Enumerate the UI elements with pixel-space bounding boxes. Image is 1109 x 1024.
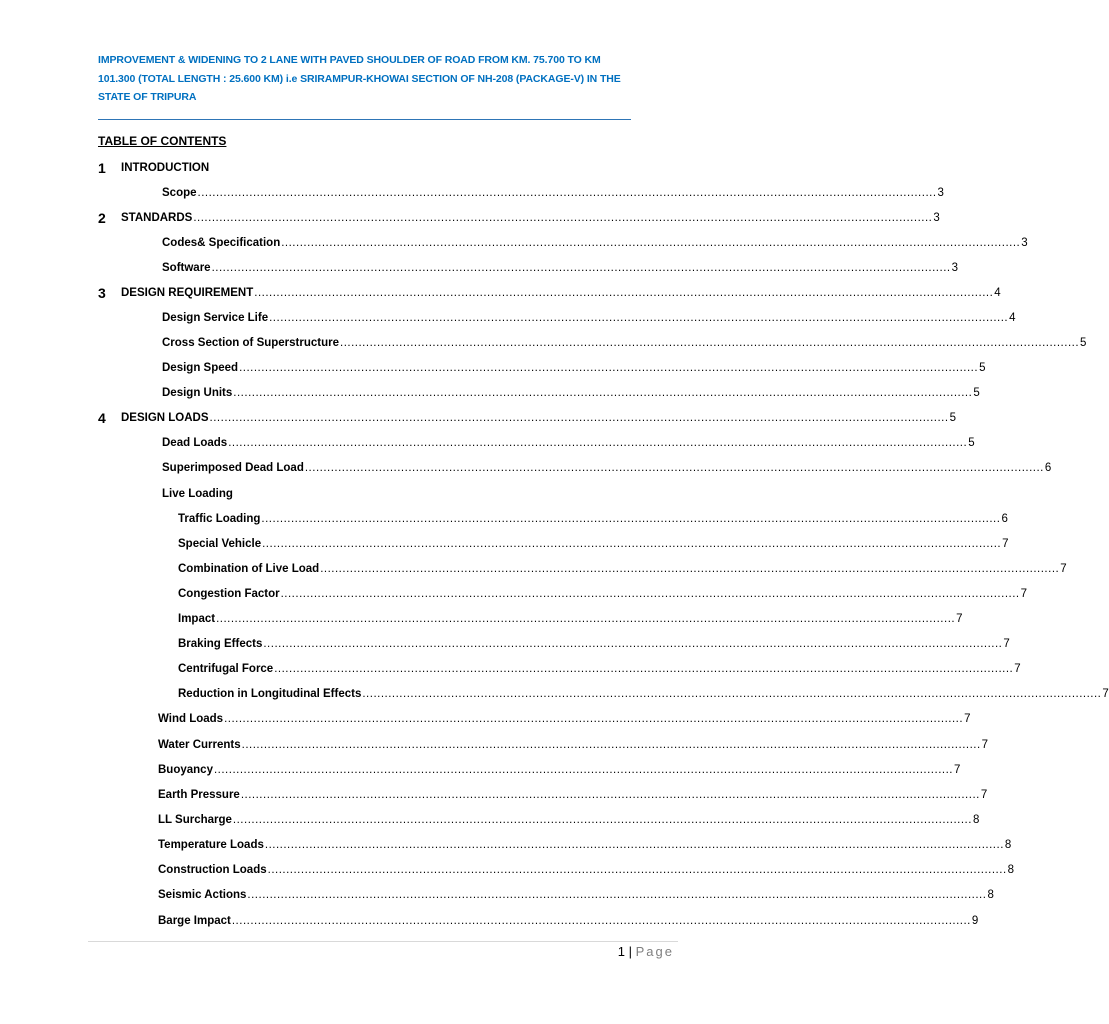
toc-entry-page: 4 — [994, 287, 1001, 299]
toc-entry-page: 5 — [1080, 337, 1087, 349]
toc-entry-label: Impact — [178, 613, 216, 625]
toc-leader-dots: ........................................................................................................................................................................................................ — [263, 638, 1003, 650]
toc-entry[interactable] — [162, 434, 975, 452]
toc-entry-label: Cross Section of Superstructure — [162, 337, 340, 349]
toc-leader-dots: ........................................................................................................................................................................................................ — [261, 513, 1001, 525]
toc-entry[interactable] — [121, 284, 1001, 302]
header-divider — [98, 119, 631, 120]
page-footer — [618, 944, 674, 959]
toc-leader-dots: ........................................................................................................................................................................................................ — [280, 588, 1020, 600]
toc-entry-page: 7 — [1002, 538, 1009, 550]
toc-entry-label: Design Units — [162, 387, 233, 399]
toc-entry-page: 7 — [1060, 563, 1067, 575]
toc-entry-page: 7 — [953, 764, 961, 776]
toc-entry-label: Codes& Specification — [162, 237, 281, 249]
toc-entry[interactable] — [158, 811, 980, 829]
toc-entry[interactable] — [121, 209, 940, 227]
toc-leader-dots: ........................................................................................................................................................................................................ — [267, 864, 1007, 876]
toc-entry[interactable] — [162, 259, 958, 277]
toc-entry[interactable] — [178, 560, 1067, 578]
toc-entry[interactable] — [158, 912, 979, 930]
toc-entry[interactable] — [158, 836, 1012, 854]
toc-entry-page: 8 — [987, 889, 994, 901]
toc-entry[interactable] — [158, 786, 988, 804]
toc-entry-page: 3 — [933, 212, 940, 224]
toc-leader-dots: ........................................................................................................................................................................................................ — [239, 362, 979, 374]
toc-entry[interactable] — [178, 535, 1009, 553]
toc-entry[interactable] — [121, 409, 956, 427]
toc-entry[interactable] — [162, 359, 986, 377]
toc-leader-dots: ........................................................................................................................................................................................................ — [320, 563, 1060, 575]
toc-entry[interactable] — [162, 485, 660, 503]
toc-entry-label: Live Loading — [162, 488, 233, 500]
toc-leader-dots: ........................................................................................................................................................................................................ — [213, 764, 953, 776]
toc-entry-page: 5 — [979, 362, 986, 374]
toc-entry[interactable] — [162, 459, 1052, 477]
toc-section-number: 4 — [98, 410, 106, 426]
toc-entry-page: 3 — [1021, 237, 1028, 249]
toc-leader-dots: ........................................................................................................................................................................................................ — [269, 312, 1009, 324]
toc-entry-label: Software — [162, 262, 211, 274]
toc-leader-dots: ........................................................................................................................................................................................................ — [216, 613, 956, 625]
toc-entry-label: INTRODUCTION — [121, 162, 210, 174]
toc-entry-page: 8 — [1004, 839, 1012, 851]
toc-entry[interactable] — [158, 710, 971, 728]
toc-entry-page: 7 — [980, 789, 988, 801]
toc-leader-dots: ........................................................................................................................................................................................................ — [193, 212, 933, 224]
toc-entry-label: LL Surcharge — [158, 814, 232, 826]
footer-divider — [88, 941, 678, 942]
toc-entry-page: 7 — [956, 613, 963, 625]
toc-entry-label: Seismic Actions — [158, 889, 247, 901]
toc-entry-page: 3 — [937, 187, 944, 199]
toc-leader-dots: ........................................................................................................................................................................................................ — [274, 663, 1014, 675]
toc-entry-label: Temperature Loads — [158, 839, 264, 851]
toc-leader-dots: ........................................................................................................................................................................................................ — [362, 688, 1102, 700]
toc-leader-dots: ........................................................................................................................................................................................................ — [233, 387, 973, 399]
toc-entry-label: Barge Impact — [158, 915, 231, 927]
toc-entry[interactable] — [158, 761, 961, 779]
toc-entry-label: Dead Loads — [162, 437, 228, 449]
toc-leader-dots: ........................................................................................................................................................................................................ — [231, 915, 971, 927]
toc-entry-label: Buoyancy — [158, 764, 213, 776]
toc-leader-dots: ........................................................................................................................................................................................................ — [264, 839, 1004, 851]
toc-entry-label: DESIGN LOADS — [121, 412, 209, 424]
toc-leader-dots: ........................................................................................................................................................................................................ — [241, 739, 981, 751]
toc-entry-label: STANDARDS — [121, 212, 193, 224]
toc-leader-dots: ........................................................................................................................................................................................................ — [228, 437, 968, 449]
toc-entry-page: 7 — [1102, 688, 1109, 700]
toc-section-number: 1 — [98, 160, 106, 176]
toc-entry[interactable] — [178, 685, 1109, 703]
page-number: 1 — [617, 944, 625, 959]
toc-section-number: 3 — [98, 285, 106, 301]
toc-entry-label: Design Speed — [162, 362, 239, 374]
toc-entry-label: Centrifugal Force — [178, 663, 274, 675]
toc-leader-dots: ........................................................................................................................................................................................................ — [262, 538, 1002, 550]
toc-entry[interactable] — [178, 635, 1010, 653]
toc-entry[interactable] — [121, 159, 660, 177]
toc-entry[interactable] — [178, 660, 1021, 678]
document-header-title: IMPROVEMENT & WIDENING TO 2 LANE WITH PAVED SHOULDER OF ROAD FROM KM. 75.700 TO KM 101.300 (TOTAL LENGTH : 25.600 KM) i.e SRIRAMPUR-KHOWAI SECTION OF NH-208 (PACKAGE-V) IN THE STATE OF TRIPURA — [98, 54, 621, 103]
toc-entry-page: 4 — [1009, 312, 1016, 324]
toc-entry-label: Congestion Factor — [178, 588, 280, 600]
toc-entry-page: 7 — [1020, 588, 1028, 600]
toc-leader-dots: ........................................................................................................................................................................................................ — [197, 187, 937, 199]
toc-leader-dots: ........................................................................................................................................................................................................ — [304, 462, 1044, 474]
toc-entry-label: Traffic Loading — [178, 513, 261, 525]
toc-entry[interactable] — [178, 610, 963, 628]
toc-entry-page: 3 — [951, 262, 958, 274]
toc-entry-page: 5 — [968, 437, 975, 449]
toc-entry-page: 6 — [1001, 513, 1008, 525]
toc-entry-page: 7 — [1003, 638, 1010, 650]
toc-entry[interactable] — [158, 886, 994, 904]
toc-entry-label: Scope — [162, 187, 197, 199]
toc-entry-label: DESIGN REQUIREMENT — [121, 287, 254, 299]
toc-entry-label: Water Currents — [158, 739, 241, 751]
footer-separator: | — [628, 944, 632, 959]
toc-leader-dots: ........................................................................................................................................................................................................ — [281, 237, 1021, 249]
toc-leader-dots: ........................................................................................................................................................................................................ — [254, 287, 994, 299]
toc-entry[interactable] — [162, 184, 944, 202]
toc-entry[interactable] — [162, 334, 1087, 352]
page-label: Page — [635, 944, 674, 959]
toc-entry[interactable] — [162, 234, 1028, 252]
toc-entry-label: Earth Pressure — [158, 789, 240, 801]
toc-entry-label: Superimposed Dead Load — [162, 462, 304, 474]
toc-entry-page: 7 — [981, 739, 989, 751]
toc-entry[interactable] — [162, 309, 1016, 327]
toc-entry-page: 5 — [949, 412, 956, 424]
toc-entry-page: 7 — [964, 713, 971, 725]
toc-entry[interactable] — [162, 384, 980, 402]
toc-section-number: 2 — [98, 210, 106, 226]
toc-leader-dots: ........................................................................................................................................................................................................ — [209, 412, 949, 424]
toc-entry-label: Reduction in Longitudinal Effects — [178, 688, 362, 700]
toc-leader-dots: ........................................................................................................................................................................................................ — [247, 889, 987, 901]
toc-entry-page: 7 — [1014, 663, 1021, 675]
toc-leader-dots: ........................................................................................................................................................................................................ — [232, 814, 972, 826]
toc-entry-label: Braking Effects — [178, 638, 263, 650]
toc-leader-dots: ........................................................................................................................................................................................................ — [340, 337, 1080, 349]
toc-entry-page: 9 — [971, 915, 979, 927]
toc-entry-label: Wind Loads — [158, 713, 224, 725]
toc-entry[interactable] — [158, 736, 989, 754]
toc-entry-page: 5 — [973, 387, 980, 399]
toc-entry[interactable] — [178, 510, 1008, 528]
toc-entry-page: 8 — [1007, 864, 1015, 876]
toc-leader-dots: ........................................................................................................................................................................................................ — [224, 713, 964, 725]
toc-entry[interactable] — [178, 585, 1028, 603]
toc-entry-page: 6 — [1044, 462, 1052, 474]
toc-title: TABLE OF CONTENTS — [98, 134, 227, 148]
toc-leader-dots: ........................................................................................................................................................................................................ — [240, 789, 980, 801]
toc-entry-label: Design Service Life — [162, 312, 269, 324]
toc-entry[interactable] — [158, 861, 1015, 879]
toc-entry-label: Special Vehicle — [178, 538, 262, 550]
toc-entry-label: Construction Loads — [158, 864, 267, 876]
toc-entry-page: 8 — [972, 814, 980, 826]
toc-entry-label: Combination of Live Load — [178, 563, 320, 575]
toc-leader-dots: ........................................................................................................................................................................................................ — [211, 262, 951, 274]
